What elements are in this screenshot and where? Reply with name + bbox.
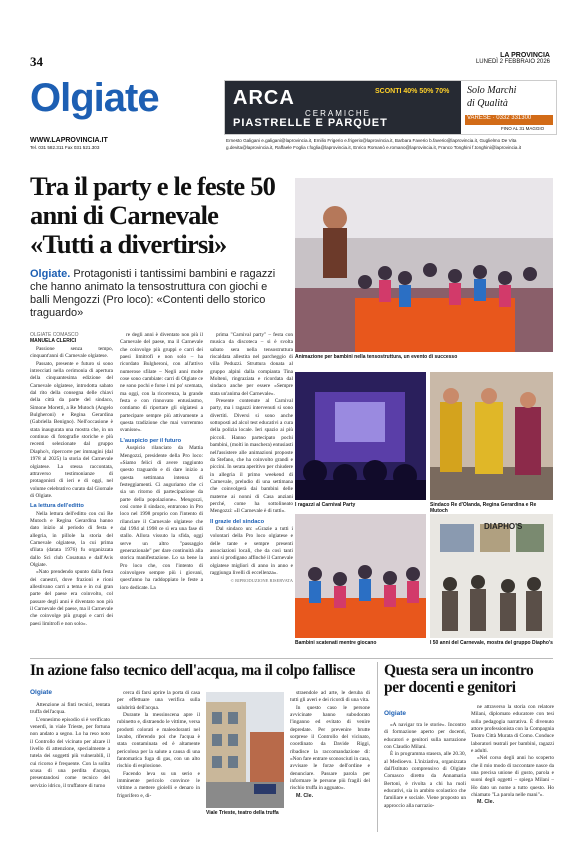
photo-kids-animation-image [295, 178, 553, 352]
ad-location: VARESE · 0332 331300 [465, 115, 553, 125]
page-number: 34 [30, 54, 43, 69]
caption-b: Sindaco Re d'Olanda, Regina Gerardina e Re Mutoch [430, 502, 537, 514]
photo-carnival-party-image [295, 372, 426, 500]
ad-quality-line-1: Solo Marchi [467, 85, 517, 96]
ad-right-panel [461, 81, 556, 134]
section-title: Olgiate [30, 76, 159, 120]
paragraph: Passato, presente e futuro si sono intrecciati nella cerimonia di apertura della cinquantesima edizione del Carnevale olgiatese, introdotta sabato dal rito della consegna delle chiavi della città da parte del sindaco, Simone Moretti, a Re Mutoch (Angelo Bulgheroni) e Regina Gerardina (Gabriella Benigno). Nell'occasione è stata inaugurata una mostra che, in un continuo di fotografie storiche e più recenti selezionate dal gruppo Diapho's, ripercorre per immagini (dal 1978 al 2025) la storia del Carnevale olgiatese. La stessa raccontata, attraverso testimonianze di protagonisti di ieri e di oggi, nel volume celebrativo curato dal Giornale di Olgiate. [30, 360, 113, 499]
paragraph: Passione senza tempo, cinquant'anni di Carnevale olgiatese. [30, 346, 113, 360]
paragraph: Facendo leva su un serio e imminente pericolo convince le vittime a mettere gioielli e denaro in frigorifero e, di- [117, 770, 200, 799]
section-divider [30, 658, 553, 659]
caption-d: I 50 anni del Carnevale, mostra del gruppo Diapho's [430, 640, 553, 646]
paragraph: Dal sindaco un: «Grazie a tutti i volontari della Pro loco olgiatese e delle tante e sempre presenti associazioni locali, che da così tanti anni si prodigano affinché il Carnevale olgiatese migliori di anno in anno e raggiunga livelli di eccellenza». [210, 525, 293, 576]
signature: M. Cle. [296, 792, 314, 799]
paragraph: «A navigar tra le storie». Incontro di formazione aperto per docenti, educatori e genitori sulla narrazione con Claudio Milani. [384, 722, 466, 751]
article-column-3 [210, 332, 293, 646]
paragraph: «Nato prendendo spunto dalla festa dei canestri, dove frazioni e rioni allestivano carri a tema e in cui gran parte del paese era coinvolto, col passare degli anni è diventato non più il Carnevale del paese, ma il Carnevale che coinvolge più gruppi e carri dei paesi limitrofi e non solo». [30, 569, 113, 627]
paragraph: L'ennesimo episodio si è verificato venerdì, in viale Trieste, per fortuna non andato a segno. Lo ha reso noto il Controllo del vicinato per alzare il livello di attenzione, specialmente a tutela dei soggetti più vulnerabili, il cui ricorso è frequente. Con la solita scusa di una perdita d'acqua, presentandosi come tecnico del servizio idrico, il truffatore di turno [30, 716, 110, 789]
story3-column-2 [471, 704, 554, 832]
photo-logo-text: DIAPHO'S [484, 522, 523, 531]
story2-column-3 [290, 690, 370, 822]
advertisement[interactable] [224, 80, 557, 135]
paragraph: ne attraverso la storia con relatore Milani, diplomato educatore con tesi sulla pedagogia narrativa. È divenuto attore professionista con la Compagnia Teatro Città Murata di Como. Conduce laboratori teatrali per bambini, ragazzi e adulti. [471, 704, 554, 755]
paragraph: straendole ad arte, le deruba di tutti gli averi e dei ricordi di una vita. [290, 690, 370, 704]
paragraph: È in programma stasera, alle 20.30, al Medioevo. L'iniziativa, organizzata dall'Istituto comprensivo di Olgiate Comasco diretto da Annamaria Bertoni, è rivolta a chi ha ruoli educativi, sia in ambito scolastico che familiare e sociale. Viene proposto un approccio alla narrazio- [384, 751, 466, 809]
paragraph: re degli anni è diventato non più il Carnevale del paese, ma il Carnevale che coinvolge più gruppi e carri dei paesi limitrofi e non solo – ha ricordato Bulgheroni, con all'attivo numerose sfilate – Negli anni molte cose sono cambiate: carri di Olgiate ce ne sono pochi e forse i mi po' scemata, ma oggi, con la ricorrenza, la grande festa e con rinnovato entusiasmo, contiamo di riportare gli olgiatesi a partecipare sempre più attivamente a questa tradizione che mai vorremmo svanisse». [120, 332, 203, 434]
paragraph: prima "Carnival party" – festa con musica da discoteca – si è svolta sabato sera nella tensostruttura riscaldata allestita nel parcheggio di villa Peduzzi. Struttura donata al gruppo alpini dalla compianta Tina Molteni, ringraziata e ricordata dal sindaco anche per essere «Sempre stata un'anima del Carnevale». [210, 332, 293, 397]
article-column-1 [30, 346, 113, 646]
signature: M. Cle. [477, 799, 495, 806]
ad-tagline: PIASTRELLE E PARQUET [233, 117, 388, 129]
story3-kicker: Olgiate [384, 710, 407, 717]
subhead: Il grazie del sindaco [210, 518, 265, 525]
ad-logo: ARCA [233, 87, 295, 109]
newspaper-brand: LA PROVINCIA [500, 52, 550, 59]
standfirst-text: Protagonisti i tantissimi bambini e ragazzi che hanno animato la tensostruttura con giochi e balli Mengozzi (Pro loco): «Contenti dello storico traguardo» [30, 268, 276, 319]
story2-kicker: Olgiate [30, 689, 53, 696]
photo-viale-trieste-image [206, 692, 284, 808]
story3-column-1 [384, 722, 466, 832]
photo-royal-couple [430, 372, 553, 500]
subhead: La lettura dell'editto [30, 503, 84, 510]
ad-subtitle: CERAMICHE [305, 109, 372, 118]
caption-a: I ragazzi al Carnival Party [295, 502, 356, 508]
photo-children-playing-image [295, 514, 426, 638]
photo-kids-animation [295, 178, 553, 352]
paragraph: cerca di farsi aprire la porta di casa per effettuare una verifica sulla salubrità dell'acqua. [117, 690, 200, 711]
ad-left-panel [225, 81, 461, 134]
paragraph: Attenzione ai finti tecnici, tentata truffa dell'acqua. [30, 702, 110, 716]
issue-date: LUNEDÌ 2 FEBBRAIO 2026 [475, 59, 550, 65]
paragraph: Durante la messinscena apre il rubinetto e, distraendo le vittime, versa prodotti colorati e maleodoranti nel lavabo, riferendo poi che l'acqua è stata contaminata ed è altamente pericolosa per la salute a causa di una fantomatica fuga di gas, con un alto rischio di esplosione. [117, 712, 200, 770]
standfirst-kicker: Olgiate. [30, 268, 71, 280]
contact-numbers: Tel. 031 582.311 Fax 031 521.303 [30, 145, 100, 150]
ad-validity: FINO AL 31 MAGGIO [501, 126, 545, 131]
main-headline: Tra il party e le feste 50 anni di Carnevale «Tutti a divertirsi» [30, 171, 276, 259]
photo-viale-trieste [206, 692, 284, 808]
paragraph: In questo caso le persone avvicinate hanno subodorato l'inganno ed evitato di venire depredate. Per prevenire brutte sorprese il Controllo del vicinato, coordinato da Davide Riggi, ribadisce la raccomandazione di: «Non fare entrare sconosciuti in casa, avvisare le forze dell'ordine e denunciare. Passare parola per informare le persone più fragili del rischio truffa in agguato». [290, 704, 370, 792]
standfirst [30, 268, 285, 320]
masthead [476, 52, 550, 66]
photo-royal-couple-image [430, 372, 553, 500]
byline: MANUELA CLERICI [30, 338, 77, 344]
story2-column-1 [30, 702, 110, 822]
photo-exhibition [430, 514, 553, 638]
website-link[interactable]: WWW.LAPROVINCIA.IT [30, 137, 108, 144]
copyright: © RIPRODUZIONE RISERVATA [230, 578, 293, 584]
photo-children-playing [295, 514, 426, 638]
caption-c: Bambini scatenati mentre giocano [295, 640, 377, 646]
paragraph: Auspicio rilanciato da Mattia Mengozzi, presidente della Pro loco: «Siamo felici di avere raggiunto questo traguardo e di dare inizio a questa settimana intensa di festeggiamenti. Ci auguriamo che ci sia un ritorno di partecipazione da parte della popolazione». Mengozzi, così come il sindaco, entrarono in Pro loco nel 1998 proprio con l'intento di rilanciare il Carnevale olgiatese che dal 1994 al 1998 ce sì era una fase di stallo. Allora vissuto la sfida, oggi serve un altro "passaggio generazionale" per dare continuità alla storica manifestazione. Lo sa bene la Pro loco che, con l'intento di coinvolgere sempre più i giovani, quest'anno ha raddoppiato le feste a loro dedicate. La [120, 445, 203, 591]
story2-headline: In azione falso tecnico dell'acqua, ma il colpo fallisce [30, 662, 356, 679]
story3-headline: Questa sera un incontro per docenti e genitori [384, 662, 534, 696]
ad-discount: SCONTI 40% 50% 70% [375, 88, 450, 95]
paragraph: Nella lettura dell'editto con cui Re Mutoch e Regina Gerardina hanno dato inizio al periodo di festa e allegria, in pillole la storia del Carnevale olgiatese, la cui prima sfilata (datata 1976) fu organizzata dallo Sci club Cosatuna e dall'Avis Olgiate. [30, 510, 113, 568]
column-divider [377, 662, 378, 832]
dateline: OLGIATE COMASCO [30, 332, 79, 338]
paragraph: «Nel corso degli anni ho scoperto che il mio modo di raccontare nasce da una precisa unione di gusto, parola e suoni degli oggetti – spiega Milani – Ho dato un nome a tutto questo. Ho chiamato "La parola nelle mani"». [471, 755, 554, 799]
article-column-2 [120, 332, 203, 646]
photo-carnival-party [295, 372, 426, 500]
paragraph: Presente contenute al Carnival party, ma i ragazzi intervenuti si sono divertiti. Diversi si sono anche sottoposti ad alcol test educativi a cura della polizia locale. Ieri spazio ai più piccoli. Hanno partecipato pochi bambini, (molti in maschera) entusiasti nell'assistere alle animazioni proposte da Stefano, che ha coinvolto grandi e piccini. In serata aperitivo per chiudere in allegria il primo weekend di Carnevale, preludio di una settimana che coinvolgerà dai bambini delle materne ai nonni di Casa anziani perché, come ha sottolineato Mengozzi: «Il Carnevale è di tutti». [210, 398, 293, 515]
staff-contacts: Ernesto Galigani e.galigani@laprovincia.it, Emilio Frigerio e.frigerio@laprovincia.it, Barbara Faverio b.faverio@laprovincia.it, Guglielmo De Vita g.devita@laprovincia.it, Raffaele Foglia r.foglia@laprovincia.it, Enrico Romanò e.romano@laprovincia.it, Franco Tonghini f.tonghini@laprovincia.it [226, 138, 522, 150]
ad-quality-line-2: di Qualità [467, 98, 508, 109]
photo-exhibition-image [430, 514, 553, 638]
story2-column-2 [117, 690, 200, 822]
caption-main: Animazione per bambini nella tensostruttura, un evento di successo [295, 354, 458, 360]
subhead: L'auspicio per il futuro [120, 437, 182, 444]
caption-e: Viale Trieste, teatro della truffa [206, 810, 279, 816]
